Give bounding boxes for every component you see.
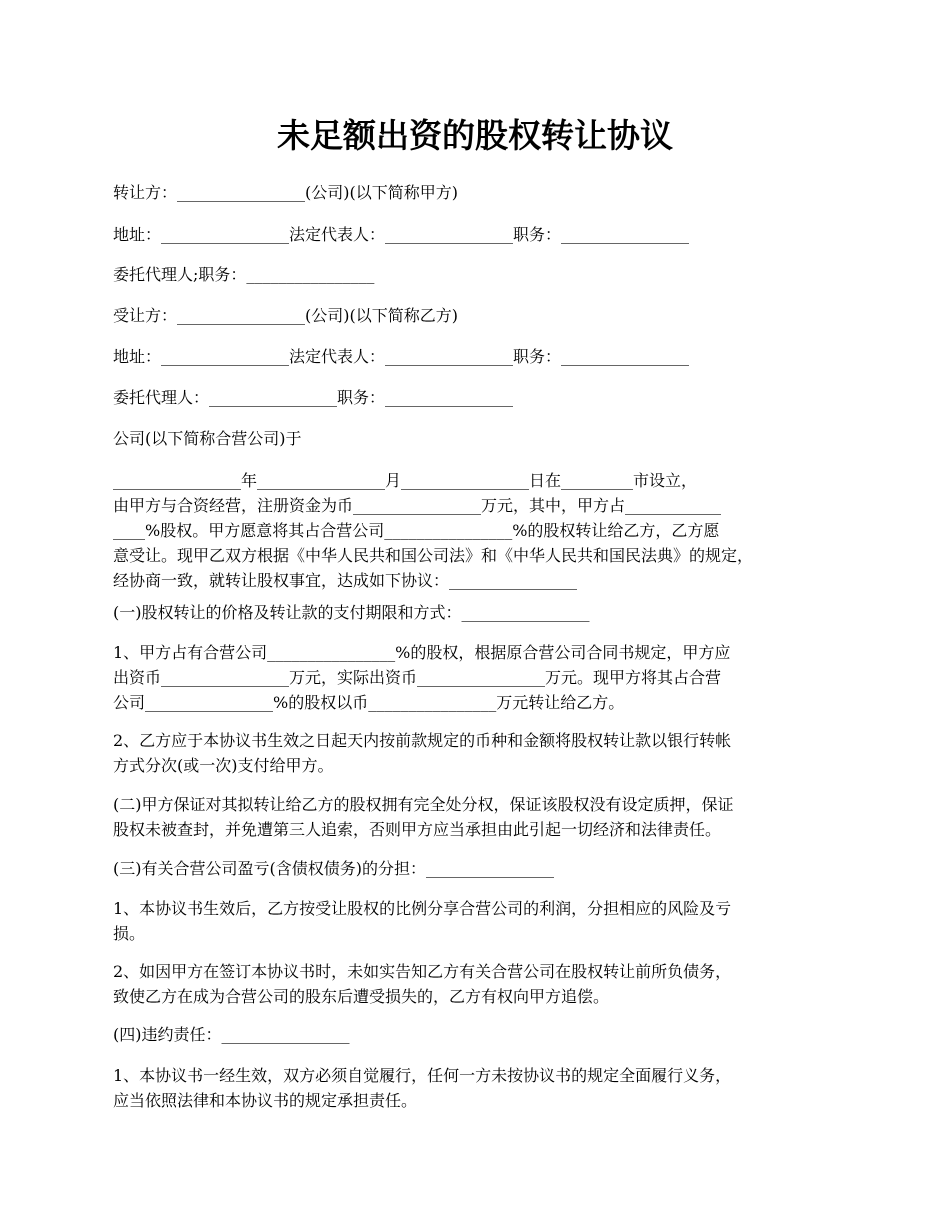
text-line: 地址：________________法定代表人：________________职务：________________ — [113, 347, 690, 366]
section-4-heading — [113, 1022, 843, 1047]
transferor-line — [113, 180, 843, 205]
text-line: 意受让。现甲乙双方根据《中华人民共和国公司法》和《中华人民共和国民法典》的规定， — [113, 546, 754, 565]
text-line: 方式分次(或一次)支付给甲方。 — [113, 756, 334, 775]
text-line: 受让方：________________(公司)(以下简称乙方) — [113, 306, 458, 325]
clause-1-2 — [113, 728, 843, 778]
clause-1-1 — [113, 640, 843, 715]
text-line: 致使乙方在成为合营公司的股东后遭受损失的，乙方有权向甲方追偿。 — [113, 987, 610, 1006]
transferee-agent-line — [113, 385, 843, 410]
text-line: 地址：________________法定代表人：________________职务：________________ — [113, 225, 690, 244]
section-1-heading — [113, 600, 843, 625]
text-line: 公司________________%的股权以币________________万元转让给乙方。 — [113, 693, 625, 712]
text-line: 公司(以下简称合营公司)于 — [113, 429, 302, 448]
text-line: 委托代理人;职务：________________ — [113, 265, 375, 284]
text-line: 1、本协议书生效后，乙方按受让股权的比例分享合营公司的利润，分担相应的风险及亏 — [113, 899, 732, 918]
text-line: 出资币________________万元，实际出资币________________万元。现甲方将其占合营 — [113, 668, 722, 687]
transferee-line — [113, 303, 843, 328]
text-line: (三)有关合营公司盈亏(含债权债务)的分担：________________ — [113, 859, 554, 878]
text-line: 委托代理人：________________职务：________________ — [113, 388, 514, 407]
text-line: 股权未被查封，并免遭第三人追索，否则甲方应当承担由此引起一切经济和法律责任。 — [113, 820, 722, 839]
text-line: (一)股权转让的价格及转让款的支付期限和方式：________________ — [113, 603, 590, 622]
transferor-agent-line — [113, 262, 843, 287]
text-line: ____%股权。甲方愿意将其占合营公司________________%的股权转让给乙方，乙方愿 — [113, 521, 720, 540]
text-line: 经协商一致，就转让股权事宜，达成如下协议：________________ — [113, 571, 578, 590]
text-line: 2、如因甲方在签订本协议书时，未如实告知乙方有关合营公司在股权转让前所负债务， — [113, 962, 732, 981]
text-line: (四)违约责任：________________ — [113, 1025, 350, 1044]
text-line: 1、本协议书一经生效，双方必须自觉履行，任何一方未按协议书的规定全面履行义务， — [113, 1066, 732, 1085]
text-line: 1、甲方占有合营公司________________%的股权，根据原合营公司合同书规定，甲方应 — [113, 643, 731, 662]
transferor-address-line — [113, 222, 843, 247]
text-line: 损。 — [113, 924, 146, 943]
clause-4-1 — [113, 1063, 843, 1113]
company-intro-line — [113, 426, 843, 451]
clause-3-1 — [113, 896, 843, 946]
section-3-heading — [113, 856, 843, 881]
document-title: 未足额出资的股权转让协议 — [277, 116, 673, 155]
text-line: (二)甲方保证对其拟转让给乙方的股权拥有完全处分权，保证该股权没有设定质押，保证 — [113, 795, 734, 814]
text-line: 转让方：________________(公司)(以下简称甲方) — [113, 183, 458, 202]
text-line: 2、乙方应于本协议书生效之日起天内按前款规定的币种和金额将股权转让款以银行转帐 — [113, 731, 732, 750]
text-line: 由甲方与合资经营，注册资金为币________________万元，其中，甲方占____________ — [113, 496, 722, 515]
text-line: 应当依照法律和本协议书的规定承担责任。 — [113, 1091, 418, 1110]
section-2 — [113, 792, 843, 842]
text-line: ________________年________________月________________日在_________市设立， — [113, 471, 698, 490]
company-details-paragraph — [113, 468, 843, 593]
transferee-address-line — [113, 344, 843, 369]
clause-3-2 — [113, 959, 843, 1009]
